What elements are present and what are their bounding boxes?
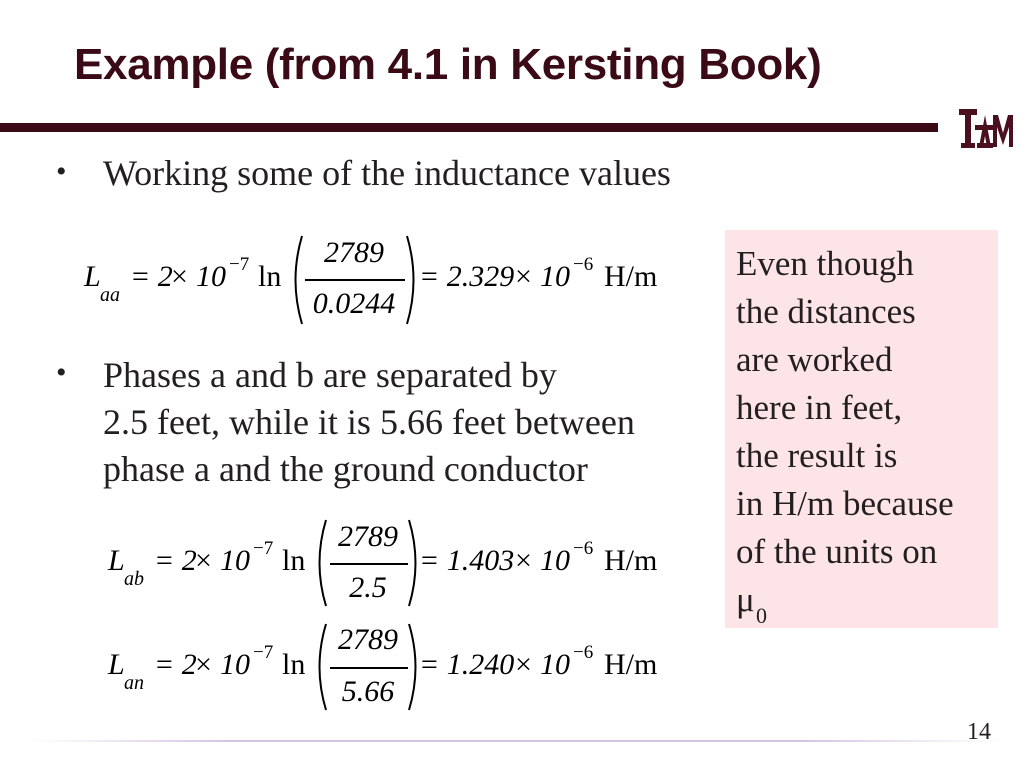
mu-subscript: 0 xyxy=(756,603,767,628)
tamu-logo-icon xyxy=(957,103,1013,153)
equation-lan: L an = 2 × 10 −7 ln 2789 5.66 = 1.240 × 10 −6 H/m xyxy=(108,623,658,708)
note-box xyxy=(725,230,998,628)
bullet-text-1: Working some of the inductance values xyxy=(103,153,671,193)
page-number: 14 xyxy=(967,719,991,745)
equation-lab: L ab = 2 × 10 −7 ln 2789 2.5 = 1.403 × 10 −6 H/m xyxy=(108,520,658,604)
mu-symbol: μ xyxy=(736,580,755,619)
equation-laa: L aa = 2 × 10 −7 ln 2789 0.0244 = 2.329 × 10 −6 H/m xyxy=(84,232,684,327)
footer-line xyxy=(30,740,1000,742)
bullet-marker: • xyxy=(56,155,67,188)
bullet-marker: • xyxy=(56,356,67,389)
title-rule xyxy=(0,123,938,132)
slide-title: Example (from 4.1 in Kersting Book) xyxy=(74,40,822,89)
note-text: Even though the distances are worked here in feet, the result is in H/m because of the units on xyxy=(736,244,954,571)
bullet-text-2: Phases a and b are separated by 2.5 feet, while it is 5.66 feet between phase a and the ground conductor xyxy=(103,355,635,489)
